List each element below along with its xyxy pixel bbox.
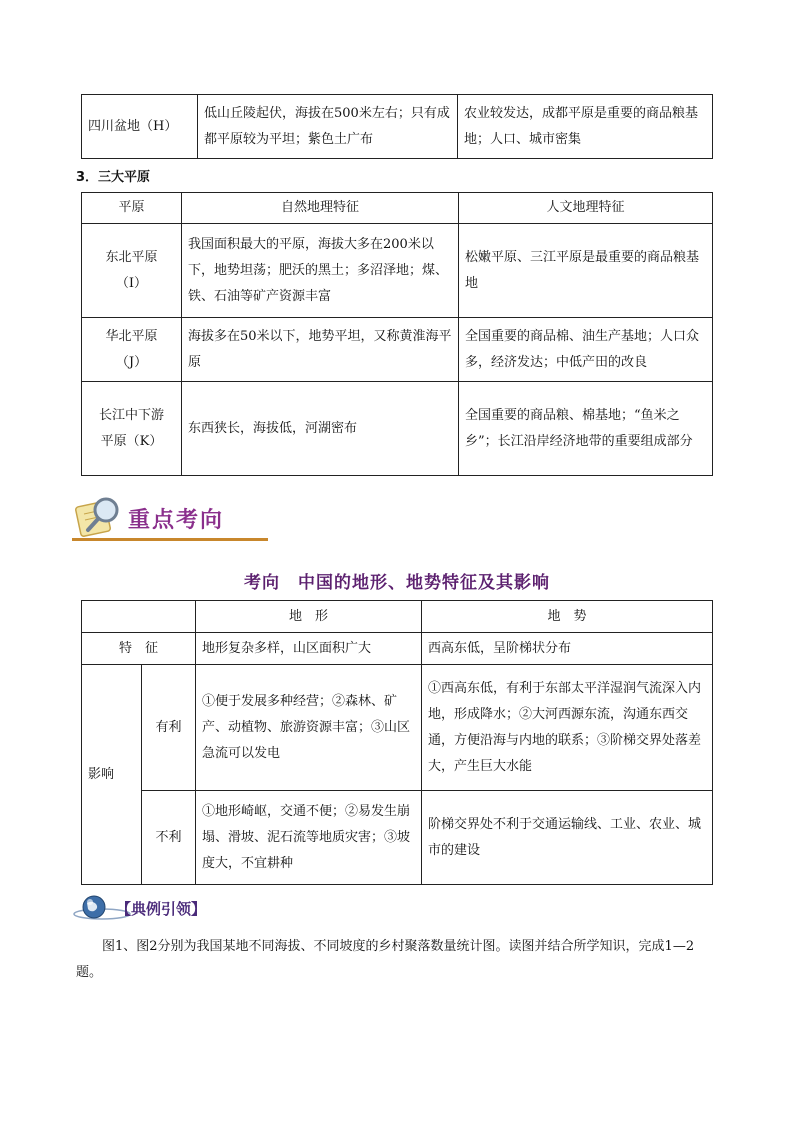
banner-underline — [72, 538, 268, 541]
header-plain: 平原 — [82, 193, 182, 224]
table-row — [82, 665, 713, 791]
empty-corner-cell — [82, 601, 196, 633]
feature-trend: 西高东低，呈阶梯状分布 — [422, 633, 713, 665]
magnifier-notebook-icon — [72, 494, 130, 540]
basin-name: 四川盆地（H） — [82, 95, 198, 159]
plain-name-line2: （J） — [115, 354, 148, 370]
bad-label: 不利 — [142, 791, 196, 885]
terrain-table — [81, 600, 713, 885]
feature-label: 特 征 — [82, 633, 196, 665]
plain-natural: 东西狭长，海拔低，河湖密布 — [182, 382, 459, 476]
banner-title: 重点考向 — [128, 508, 225, 533]
feature-terrain: 地形复杂多样，山区面积广大 — [196, 633, 422, 665]
plain-human: 全国重要的商品粮、棉基地；“鱼米之乡”；长江沿岸经济地带的重要组成部分 — [459, 382, 713, 476]
key-points-banner — [72, 494, 268, 542]
plain-name — [82, 224, 182, 318]
table-row — [82, 95, 713, 159]
good-terrain: ①便于发展多种经营；②森林、矿产、动植物、旅游资源丰富；③山区急流可以发电 — [196, 665, 422, 791]
plains-table — [81, 192, 713, 476]
plain-name-line1: 东北平原 — [105, 249, 158, 265]
plain-name — [82, 318, 182, 382]
basin-natural: 低山丘陵起伏，海拔在500米左右；只有成都平原较为平坦；紫色土广布 — [198, 95, 458, 159]
plain-natural: 海拔多在50米以下，地势平坦，又称黄淮海平原 — [182, 318, 459, 382]
bad-terrain: ①地形崎岖，交通不便；②易发生崩塌、滑坡、泥石流等地质灾害；③坡度大，不宜耕种 — [196, 791, 422, 885]
plain-name-line1: 华北平原 — [105, 328, 158, 344]
plain-name-line2: （I） — [115, 275, 148, 291]
table-header-row — [82, 601, 713, 633]
table-row — [82, 318, 713, 382]
table-header-row — [82, 193, 713, 224]
plain-name-line2: 平原（K） — [100, 433, 163, 449]
header-trend: 地 势 — [422, 601, 713, 633]
section-3-title: 3．三大平原 — [76, 170, 151, 185]
plain-human: 松嫩平原、三江平原是最重要的商品粮基地 — [459, 224, 713, 318]
impact-label: 影响 — [82, 665, 142, 885]
example-label: 【典例引领】 — [116, 900, 207, 918]
bad-trend: 阶梯交界处不利于交通运输线、工业、农业、城市的建设 — [422, 791, 713, 885]
plain-human: 全国重要的商品棉、油生产基地；人口众多，经济发达；中低产田的改良 — [459, 318, 713, 382]
good-trend: ①西高东低，有利于东部太平洋湿润气流深入内地，形成降水；②大河西源东流，沟通东西交通，方便沿海与内地的联系；③阶梯交界处落差大，产生巨大水能 — [422, 665, 713, 791]
example-text: 图1、图2分别为我国某地不同海拔、不同坡度的乡村聚落数量统计图。读图并结合所学知识，完成1—2题。 — [76, 939, 695, 980]
basin-human: 农业较发达，成都平原是重要的商品粮基地；人口、城市密集 — [458, 95, 713, 159]
header-natural: 自然地理特征 — [182, 193, 459, 224]
table-row — [82, 224, 713, 318]
header-terrain: 地 形 — [196, 601, 422, 633]
kaoxiang-title: 考向 中国的地形、地势特征及其影响 — [244, 573, 550, 593]
header-human: 人文地理特征 — [459, 193, 713, 224]
good-label: 有利 — [142, 665, 196, 791]
plain-name-line1: 长江中下游 — [98, 407, 164, 423]
plain-name — [82, 382, 182, 476]
table-row — [82, 791, 713, 885]
example-header — [72, 892, 332, 924]
plain-natural: 我国面积最大的平原，海拔大多在200米以下，地势坦荡；肥沃的黑土；多沼泽地；煤、铁、石油等矿产资源丰富 — [182, 224, 459, 318]
basin-table — [81, 94, 713, 159]
table-row — [82, 633, 713, 665]
table-row — [82, 382, 713, 476]
